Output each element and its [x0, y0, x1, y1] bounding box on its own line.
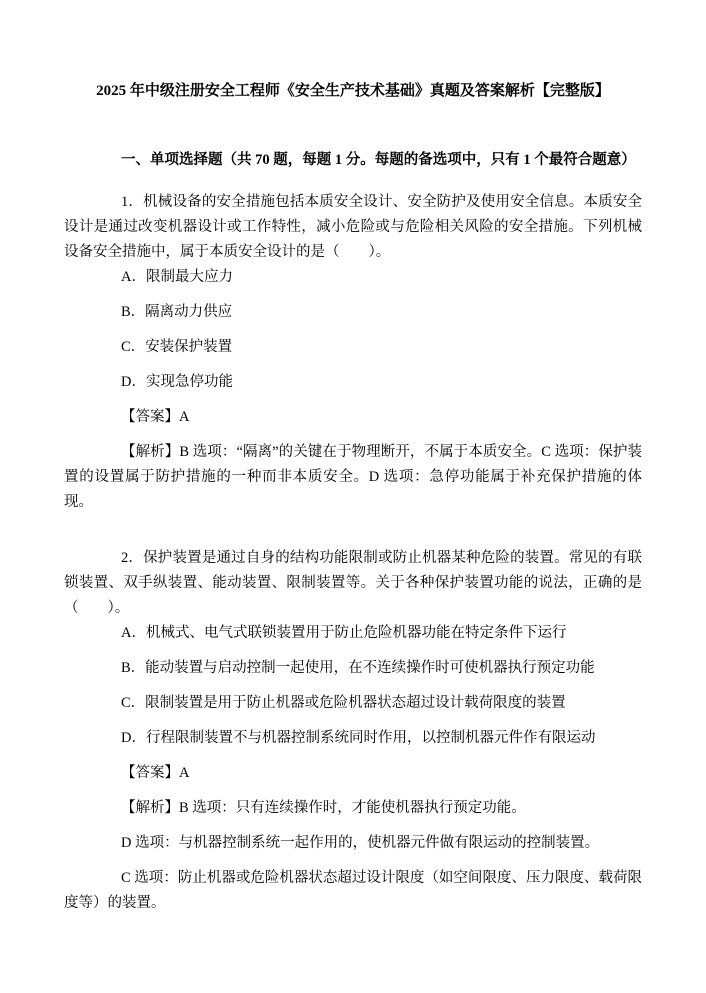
document-title: 2025 年中级注册安全工程师《安全生产技术基础》真题及答案解析【完整版】: [96, 83, 610, 99]
question-2-analysis-c: C 选项：防止机器或危险机器状态超过设计限度（如空间限度、压力限度、载荷限度等）的装置。: [64, 870, 642, 911]
question-2-answer: 【答案】A: [121, 765, 190, 781]
question-2-stem: 2．保护装置是通过自身的结构功能限制或防止机器某种危险的装置。常见的有联锁装置、双手纵装置、能动装置、限制装置等。关于各种保护装置功能的说法，正确的是（ ）。: [64, 550, 642, 616]
question-2-option-c: C．限制装置是用于防止机器或危险机器状态超过设计载荷限度的装置: [121, 695, 566, 711]
question-1-option-c: C．安装保护装置: [121, 339, 233, 355]
question-1-analysis: 【解析】B 选项：“隔离”的关键在于物理断开，不属于本质安全。C 选项：保护装置的设置属于防护措施的一种而非本质安全。D 选项：急停功能属于补充保护措施的体现。: [64, 444, 642, 510]
question-2-option-a: A．机械式、电气式联锁装置用于防止危险机器功能在特定条件下运行: [121, 625, 567, 641]
question-2-option-b: B．能动装置与启动控制一起使用，在不连续操作时可使机器执行预定功能: [121, 660, 595, 676]
question-1-option-d: D．实现急停功能: [121, 374, 233, 390]
question-1-option-a: A．限制最大应力: [121, 269, 233, 285]
question-1-option-b: B．隔离动力供应: [121, 304, 233, 320]
question-1-answer: 【答案】A: [121, 409, 190, 425]
question-1-stem: 1．机械设备的安全措施包括本质安全设计、安全防护及使用安全信息。本质安全设计是通过改变机器设计或工作特性，减小危险或与危险相关风险的安全措施。下列机械设备安全措施中，属于本质安全设计的是（ ）。: [64, 194, 642, 260]
question-2-analysis-d: D 选项：与机器控制系统一起作用的，使机器元件做有限运动的控制装置。: [121, 835, 600, 851]
question-2-analysis-b: 【解析】B 选项：只有连续操作时，才能使机器执行预定功能。: [121, 800, 526, 816]
question-divider-space: [64, 525, 642, 546]
question-2: [64, 546, 642, 916]
question-2-option-d: D．行程限制装置不与机器控制系统同时作用，以控制机器元件作有限运动: [121, 730, 596, 746]
question-1: [64, 190, 642, 515]
section-heading: 一、单项选择题（共 70 题，每题 1 分。每题的备选项中，只有 1 个最符合题意）: [121, 152, 636, 168]
